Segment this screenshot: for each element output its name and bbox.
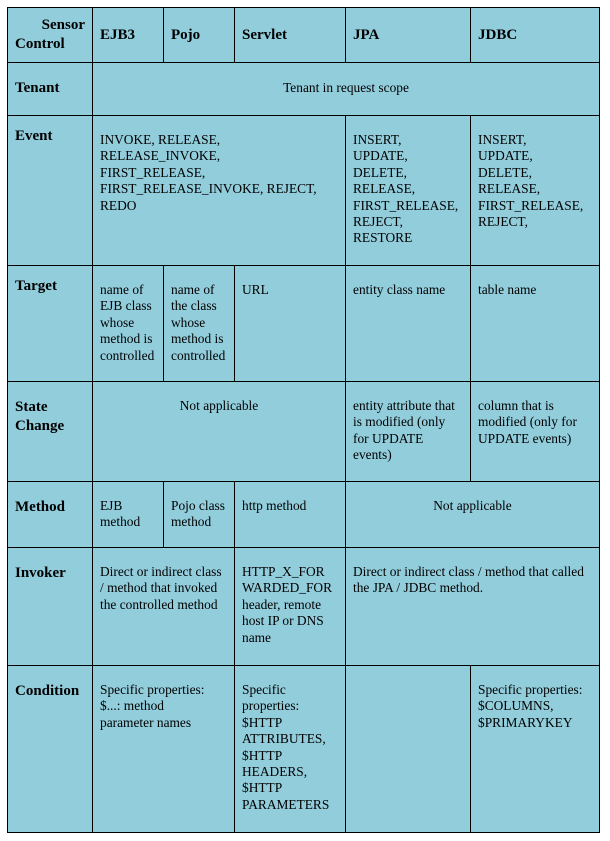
tenant-row	[8, 63, 600, 116]
header-row	[8, 8, 600, 63]
target-servlet: URL	[235, 266, 346, 382]
method-ejb3: EJB method	[93, 482, 164, 548]
method-label: Method	[8, 482, 93, 548]
state-change-label-line2: Change	[15, 418, 65, 434]
invoker-ejb-pojo: Direct or indirect class / method that invoked the controlled method	[93, 548, 235, 666]
state-change-jpa: entity attribute that is modified (only for UPDATE events)	[346, 382, 471, 482]
condition-label: Condition	[8, 666, 93, 833]
header-ejb3: EJB3	[93, 8, 164, 63]
corner-header-sensor: Sensor	[41, 17, 85, 33]
target-ejb3: name of EJB class whose method is controlled	[93, 266, 164, 382]
state-change-label-line1: State	[15, 399, 48, 415]
tenant-label: Tenant	[8, 63, 93, 116]
event-jdbc: INSERT, UPDATE, DELETE, RELEASE, FIRST_RELEASE, REJECT,	[471, 116, 600, 266]
method-pojo: Pojo class method	[164, 482, 235, 548]
invoker-row	[8, 548, 600, 666]
method-jpa-jdbc: Not applicable	[346, 482, 600, 548]
method-row	[8, 482, 600, 548]
target-label: Target	[8, 266, 93, 382]
invoker-servlet: HTTP_X_FOR WARDED_FOR header, remote host IP or DNS name	[235, 548, 346, 666]
condition-ejb-pojo: Specific properties: $...: method parameter names	[93, 666, 235, 833]
event-jpa: INSERT, UPDATE, DELETE, RELEASE, FIRST_RELEASE, REJECT, RESTORE	[346, 116, 471, 266]
header-servlet: Servlet	[235, 8, 346, 63]
invoker-jpa-jdbc: Direct or indirect class / method that called the JPA / JDBC method.	[346, 548, 600, 666]
invoker-label: Invoker	[8, 548, 93, 666]
state-change-row	[8, 382, 600, 482]
event-ejb-pojo-servlet: INVOKE, RELEASE, RELEASE_INVOKE, FIRST_RELEASE, FIRST_RELEASE_INVOKE, REJECT, REDO	[93, 116, 346, 266]
condition-jdbc: Specific properties: $COLUMNS, $PRIMARYKEY	[471, 666, 600, 833]
condition-servlet: Specific properties: $HTTP ATTRIBUTES, $HTTP HEADERS, $HTTP PARAMETERS	[235, 666, 346, 833]
header-jdbc: JDBC	[471, 8, 600, 63]
header-pojo: Pojo	[164, 8, 235, 63]
state-change-jdbc: column that is modified (only for UPDATE events)	[471, 382, 600, 482]
tenant-value: Tenant in request scope	[93, 63, 600, 116]
header-jpa: JPA	[346, 8, 471, 63]
target-jpa: entity class name	[346, 266, 471, 382]
method-servlet: http method	[235, 482, 346, 548]
corner-header-cell	[8, 8, 93, 63]
condition-jpa	[346, 666, 471, 833]
corner-header-control: Control	[15, 36, 65, 52]
event-label: Event	[8, 116, 93, 266]
target-row	[8, 266, 600, 382]
state-change-label	[8, 382, 93, 482]
target-pojo: name of the class whose method is controlled	[164, 266, 235, 382]
sensor-control-table	[7, 7, 600, 833]
condition-row	[8, 666, 600, 833]
event-row	[8, 116, 600, 266]
state-change-ejb-pojo-servlet: Not applicable	[93, 382, 346, 482]
target-jdbc: table name	[471, 266, 600, 382]
